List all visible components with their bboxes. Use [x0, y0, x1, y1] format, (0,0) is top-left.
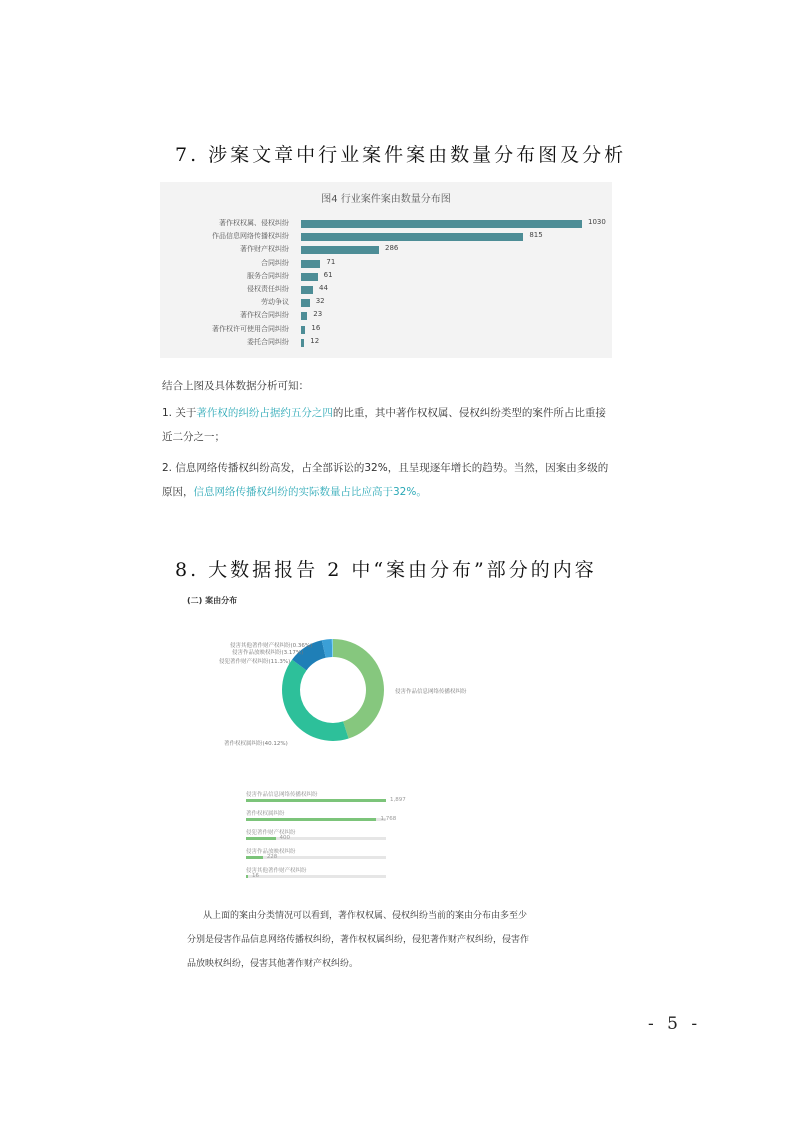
bar-row — [160, 298, 612, 308]
bar-value-label: 16 — [311, 323, 321, 332]
chart-title: 图4 行业案件案由数量分布图 — [321, 194, 451, 205]
paragraph-line-1: 从上面的案由分类情况可以看到，著作权权属、侵权纠纷当前的案由分布由多至少 — [203, 911, 528, 921]
bar — [301, 299, 310, 307]
bar-track — [246, 818, 386, 821]
bar-category-label: 著作权权属纠纷 — [246, 811, 285, 817]
bar-row — [160, 311, 612, 321]
bar-category-label: 侵害作品放映权纠纷 — [246, 849, 296, 855]
sub-title: (二) 案由分布 — [187, 596, 238, 605]
bar-value-label: 61 — [323, 270, 333, 279]
bar-value-label: 1030 — [588, 218, 606, 226]
section-7-heading: 7. 涉案文章中行业案件案由数量分布图及分析 — [175, 144, 627, 166]
bar-category-label: 作品信息网络传播权纠纷 — [212, 232, 289, 241]
bar — [301, 246, 379, 254]
bar-value-label: 12 — [310, 336, 320, 345]
bar — [246, 856, 263, 859]
analysis-intro: 结合上图及具体数据分析可知： — [162, 380, 309, 392]
bar-row — [160, 219, 612, 229]
bar-category-label: 著作财产权纠纷 — [240, 245, 289, 254]
bar-row — [160, 245, 612, 255]
highlight-link[interactable]: 著作权的纠纷占据约五分之四 — [196, 407, 333, 419]
bar-value-label: 16 — [252, 873, 259, 879]
bar-value-label: 228 — [266, 854, 278, 860]
bar-category-label: 侵犯著作财产权纠纷 — [246, 830, 296, 836]
bar-value-label: 400 — [279, 835, 291, 841]
donut-slice — [282, 660, 349, 741]
paragraph-line-3: 品放映权纠纷，侵害其他著作财产权纠纷。 — [187, 959, 359, 969]
bar — [301, 273, 318, 281]
analysis-point-1-cont: 近二分之一； — [162, 431, 225, 443]
bar-category-label: 著作权权属、侵权纠纷 — [219, 219, 289, 227]
bar-track — [246, 837, 386, 840]
bar-track — [246, 799, 386, 802]
bar-value-label: 1,897 — [390, 797, 406, 803]
bar — [246, 818, 376, 821]
case-type-bar-chart — [160, 182, 612, 358]
bar-row — [160, 232, 612, 242]
bar-value-label: 815 — [529, 231, 543, 240]
bar — [301, 312, 307, 320]
bar — [301, 326, 305, 334]
donut-slice-label: 侵害其他著作财产权纠纷(0.36%) — [230, 643, 313, 649]
analysis-point-1: 1. 关于著作权的纠纷占据约五分之四的比重，其中著作权权属、侵权纠纷类型的案件所占比重接 — [162, 407, 606, 419]
analysis-point-2-cont: 原因，信息网络传播权纠纷的实际数量占比应高于32%。 — [162, 486, 427, 498]
bar — [301, 260, 320, 268]
bar — [301, 339, 304, 347]
bar — [301, 286, 313, 294]
highlight-link[interactable]: 信息网络传播权纠纷的实际数量占比应高于32%。 — [193, 486, 427, 498]
donut-slice-label: 侵害作品信息网络传播权纠纷 — [395, 689, 467, 695]
bar-category-label: 著作权许可使用合同纠纷 — [212, 324, 289, 333]
bar-row — [160, 325, 612, 335]
bar-row — [160, 272, 612, 282]
bar-row — [160, 285, 612, 295]
bar-row — [160, 259, 612, 269]
bar — [246, 837, 276, 840]
bar-value-label: 286 — [385, 244, 399, 253]
bar-value-label: 44 — [319, 284, 328, 292]
bar — [301, 233, 523, 241]
bar — [246, 799, 386, 802]
donut-slice-label: 侵犯著作财产权纠纷(11.3%) — [219, 659, 291, 665]
bar-category-label: 侵害其他著作财产权纠纷 — [246, 868, 307, 874]
bar-category-label: 侵权责任纠纷 — [247, 285, 289, 293]
bar-category-label: 委托合同纠纷 — [247, 337, 289, 346]
bar-row — [160, 338, 612, 348]
bar-category-label: 合同纠纷 — [261, 258, 289, 267]
analysis-point-2: 2. 信息网络传播权纠纷高发，占全部诉讼的32%，且呈现逐年增长的趋势。当然，因案由多级的 — [162, 462, 609, 474]
bar-category-label: 侵害作品信息网络传播权纠纷 — [246, 792, 318, 798]
bar-value-label: 32 — [315, 297, 325, 306]
donut-slice-label: 著作权权属纠纷(40.12%) — [224, 741, 288, 747]
bar-category-label: 劳动争议 — [261, 298, 289, 307]
bar-value-label: 1,768 — [380, 816, 397, 822]
section-8-heading: 8. 大数据报告 2 中“案由分布”部分的内容 — [175, 559, 597, 581]
bar-track — [246, 875, 386, 878]
bar-category-label: 著作权合同纠纷 — [240, 311, 289, 320]
bar-value-label: 23 — [313, 310, 323, 319]
donut-slice-label: 侵害作品放映权纠纷(3.17%) — [232, 650, 304, 656]
bar-value-label: 71 — [326, 257, 336, 266]
bar — [246, 875, 248, 878]
paragraph-line-2: 分别是侵害作品信息网络传播权纠纷，著作权权属纠纷，侵犯著作财产权纠纷，侵害作 — [187, 935, 530, 945]
page-number: - 5 - — [648, 1014, 702, 1034]
bar-category-label: 服务合同纠纷 — [247, 271, 289, 280]
bar — [301, 220, 582, 228]
